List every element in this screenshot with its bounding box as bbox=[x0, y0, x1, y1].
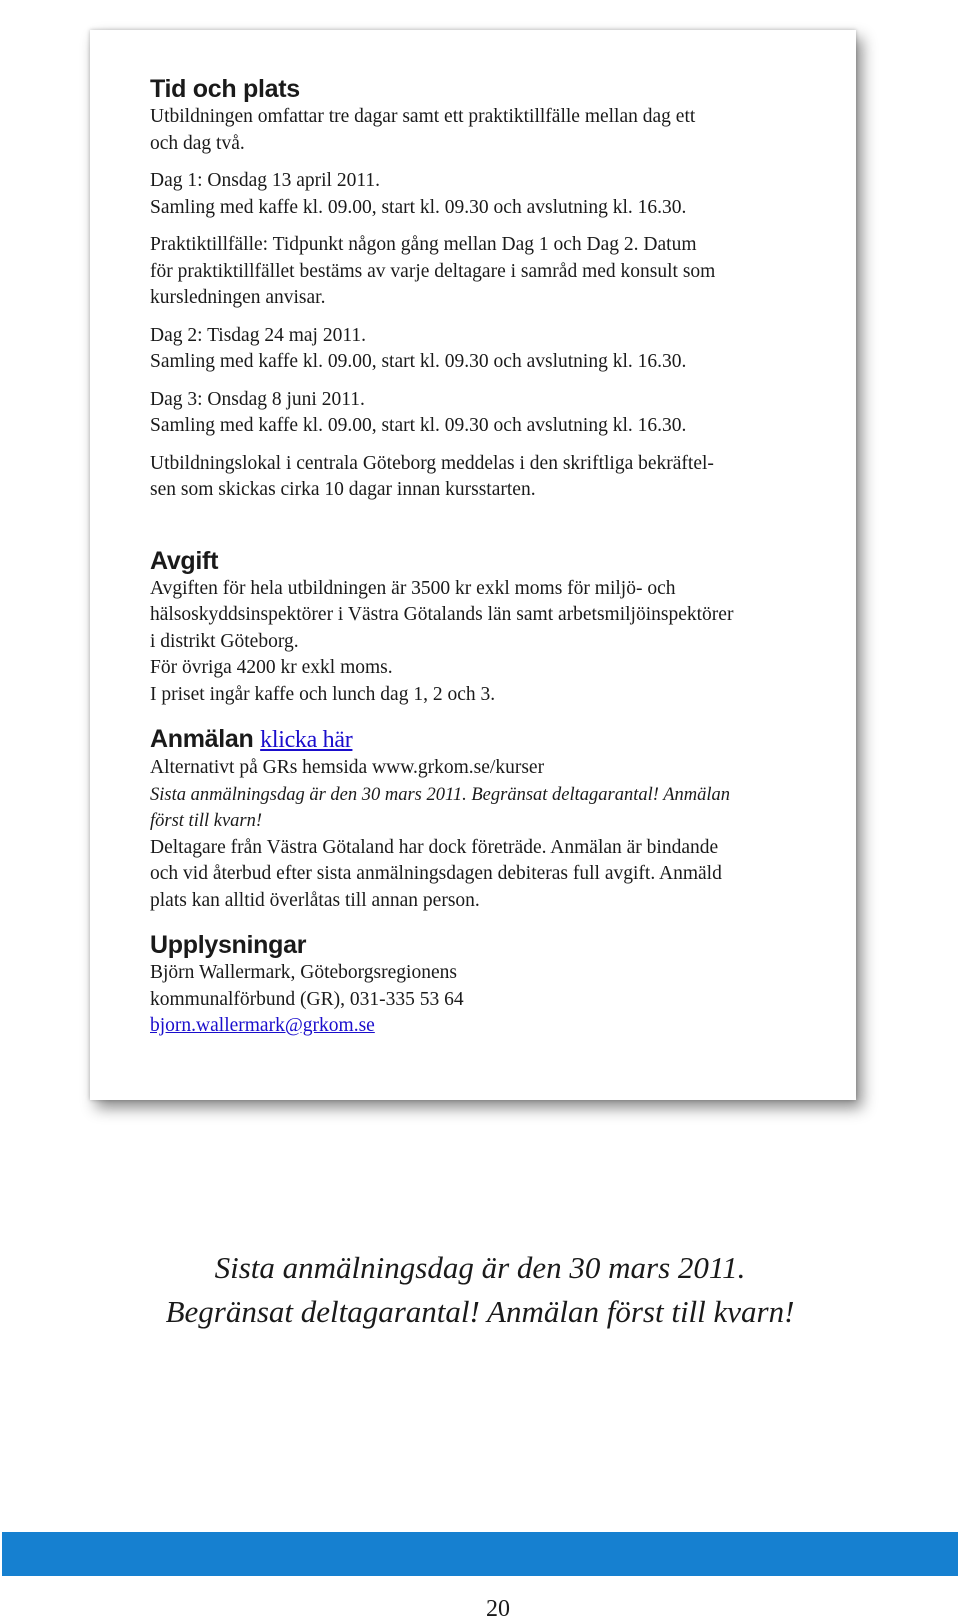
dag1-date: Onsdag 13 april 2011. bbox=[207, 170, 380, 191]
heading-tid-och-plats: Tid och plats bbox=[150, 75, 300, 103]
anmalan-heading-text: Anmälan bbox=[150, 725, 254, 753]
dag2-block bbox=[150, 323, 800, 376]
dag3-label: Dag 3: bbox=[150, 388, 203, 410]
avgift-text: Avgiften för hela utbildningen är 3500 kr exkl moms för miljö- och hälsoskyddsinspektörer i Västra Götalands län samt arbetsmiljöinspektörer i distrikt Göteborg. För övriga 4200 kr exkl moms. I priset ingår kaffe och lunch dag 1, 2 och 3. bbox=[150, 577, 734, 705]
alt-registration-line: Alternativt på GRs hemsida www.grkom.se/kurser bbox=[150, 757, 545, 778]
lokal-text: Utbildningslokal i centrala Göteborg meddelas i den skriftliga bekräftel- sen som skickas cirka 10 dagar innan kursstarten. bbox=[150, 452, 714, 500]
footer-bar bbox=[2, 1532, 958, 1576]
deadline-note: Sista anmälningsdag är den 30 mars 2011. Begränsat deltagarantal! Anmälan först till kvarn! bbox=[165, 1250, 795, 1329]
dag3-date: Onsdag 8 juni 2011. bbox=[207, 388, 365, 410]
heading-anmalan bbox=[150, 724, 800, 755]
document-sheet bbox=[90, 30, 856, 1100]
dag1-block bbox=[150, 168, 800, 221]
register-link[interactable]: klicka här bbox=[260, 727, 353, 753]
intro-text: Utbildningen omfattar tre dagar samt ett praktiktillfälle mellan dag ett och dag två. bbox=[150, 106, 696, 154]
dag3-block bbox=[150, 387, 800, 440]
praktik-label: Praktiktillfälle: bbox=[150, 234, 269, 255]
contact-email-link[interactable]: bjorn.wallermark@grkom.se bbox=[150, 1015, 375, 1036]
heading-upplysningar: Upplysningar bbox=[150, 931, 307, 959]
praktik-block: Praktiktillfälle: Tidpunkt någon gång mellan Dag 1 och Dag 2. Datum för praktiktillfället bestäms av varje deltagare i samråd med konsult som kursledningen anvisar. bbox=[150, 234, 716, 308]
heading-avgift: Avgift bbox=[150, 546, 219, 575]
dag1-label: Dag 1: bbox=[150, 170, 203, 191]
dag2-schedule: Samling med kaffe kl. 09.00, start kl. 09.30 och avslutning kl. 16.30. bbox=[150, 351, 687, 372]
dag3-schedule: Samling med kaffe kl. 09.00, start kl. 09.30 och avslutning kl. 16.30. bbox=[150, 415, 687, 436]
dag2-label: Dag 2: bbox=[150, 324, 203, 346]
upplysningar-text bbox=[150, 960, 800, 1040]
document-content bbox=[150, 74, 800, 1040]
contact-org-phone: kommunalförbund (GR), 031-335 53 64 bbox=[150, 988, 464, 1010]
dag2-date: Tisdag 24 maj 2011. bbox=[207, 324, 366, 346]
contact-name: Björn Wallermark, Göteborgsregionens bbox=[150, 962, 457, 983]
page-number: 20 bbox=[486, 1596, 510, 1622]
anmalan-text: Alternativt på GRs hemsida www.grkom.se/kurser Sista anmälningsdag är den 30 mars 2011. Begränsat deltagarantal! Anmälan först till kvarn! Deltagare från Västra Götaland har dock företräde. Anmälan är bindande och vid återbud efter sista anmälningsdagen debiteras full avgift. Anmäld plats kan alltid överlåtas till annan person. bbox=[150, 757, 731, 911]
dag1-schedule: Samling med kaffe kl. 09.00, start kl. 09.30 och avslutning kl. 16.30. bbox=[150, 196, 687, 218]
